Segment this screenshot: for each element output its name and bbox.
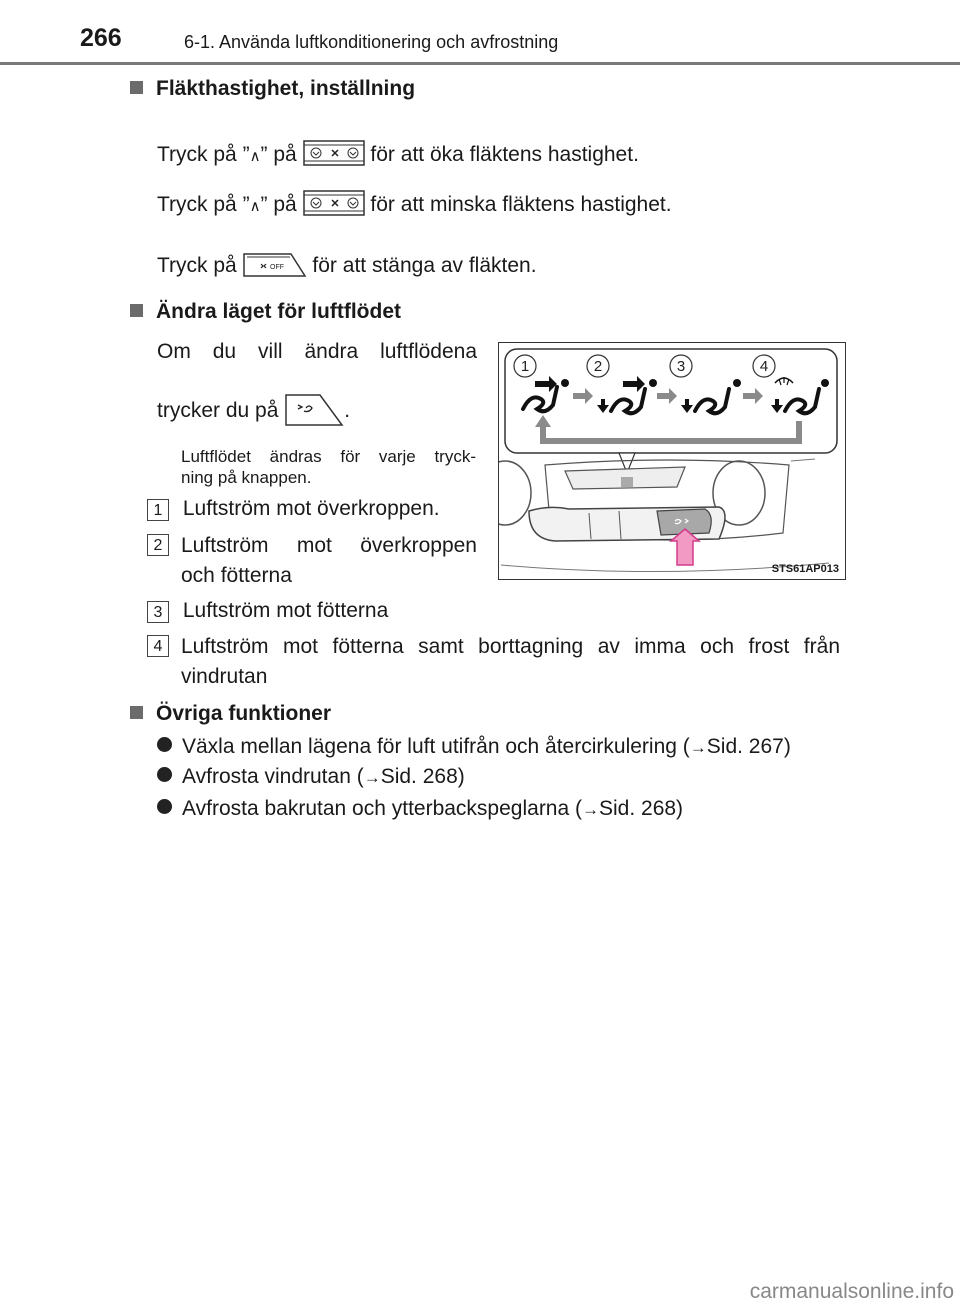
svg-text:4: 4 [759, 358, 769, 375]
airflow-intro-line2: trycker du på . [157, 393, 350, 427]
list-item: 1 Luftström mot överkroppen. [147, 497, 440, 521]
fan-off-line: Tryck på OFF för att stänga av fläkten. [157, 250, 537, 278]
bullet-icon [157, 799, 172, 814]
section-heading-other-functions: Övriga funktioner [130, 702, 331, 726]
item-number: 2 [147, 534, 169, 556]
fan-off-button-icon [243, 250, 307, 278]
list-item: 4 Luftström mot fötterna samt borttagning av imma och frost från vindrutan [147, 635, 840, 689]
svg-text:1: 1 [520, 358, 530, 375]
list-item: 3 Luftström mot fötterna [147, 599, 388, 623]
page-reference-link[interactable]: Sid. 267) [706, 735, 791, 758]
list-item: 2 Luftström mot överkroppen och fötterna [147, 534, 477, 588]
airflow-diagram [498, 342, 846, 580]
section-heading-airflow: Ändra läget för luftflödet [130, 300, 401, 324]
section-heading-fan-speed: Fläkthastighet, inställning [130, 77, 415, 101]
fan-speed-button-icon [303, 139, 365, 167]
square-bullet-icon [130, 81, 143, 94]
page-reference-link[interactable]: Sid. 268) [380, 765, 465, 788]
airflow-illustration [499, 343, 845, 579]
chapter-title: 6-1. Använda luftkonditionering och avfrostning [184, 32, 559, 52]
item-number: 4 [147, 635, 169, 657]
bullet-icon [157, 767, 172, 782]
airflow-note: Luftflödet ändras för varje tryck- ning på knappen. [181, 447, 476, 487]
airflow-intro-line1: Om du vill ändra luftflödena [157, 340, 477, 363]
bullet-icon [157, 737, 172, 752]
list-item: Växla mellan lägena för luft utifrån och återcirkulering (→Sid. 267) [157, 735, 791, 759]
fan-decrease-line: Tryck på ”∧” på för att minska fläktens hastighet. [157, 189, 672, 217]
arrow-right-icon: → [582, 800, 599, 819]
airflow-mode-button-icon [284, 393, 344, 427]
page-number: 266 [80, 24, 122, 52]
svg-text:OFF: OFF [269, 264, 284, 271]
arrow-right-icon: → [363, 768, 381, 787]
watermark: carmanualsonline.info [749, 1280, 954, 1303]
arrow-right-icon: → [689, 738, 707, 757]
header-rule [0, 62, 960, 65]
svg-text:3: 3 [676, 358, 686, 375]
svg-text:2: 2 [593, 358, 603, 375]
item-number: 1 [147, 499, 169, 521]
square-bullet-icon [130, 706, 143, 719]
item-number: 3 [147, 601, 169, 623]
square-bullet-icon [130, 304, 143, 317]
figure-code: STS61AP013 [771, 563, 839, 575]
page-reference-link[interactable]: Sid. 268) [599, 797, 684, 820]
fan-increase-line: Tryck på ”∧” på för att öka fläktens hastighet. [157, 139, 639, 167]
list-item: Avfrosta bakrutan och ytterbackspeglarna (→Sid. 268) [157, 797, 683, 821]
fan-speed-button-icon [303, 189, 365, 217]
list-item: Avfrosta vindrutan (→Sid. 268) [157, 765, 465, 789]
